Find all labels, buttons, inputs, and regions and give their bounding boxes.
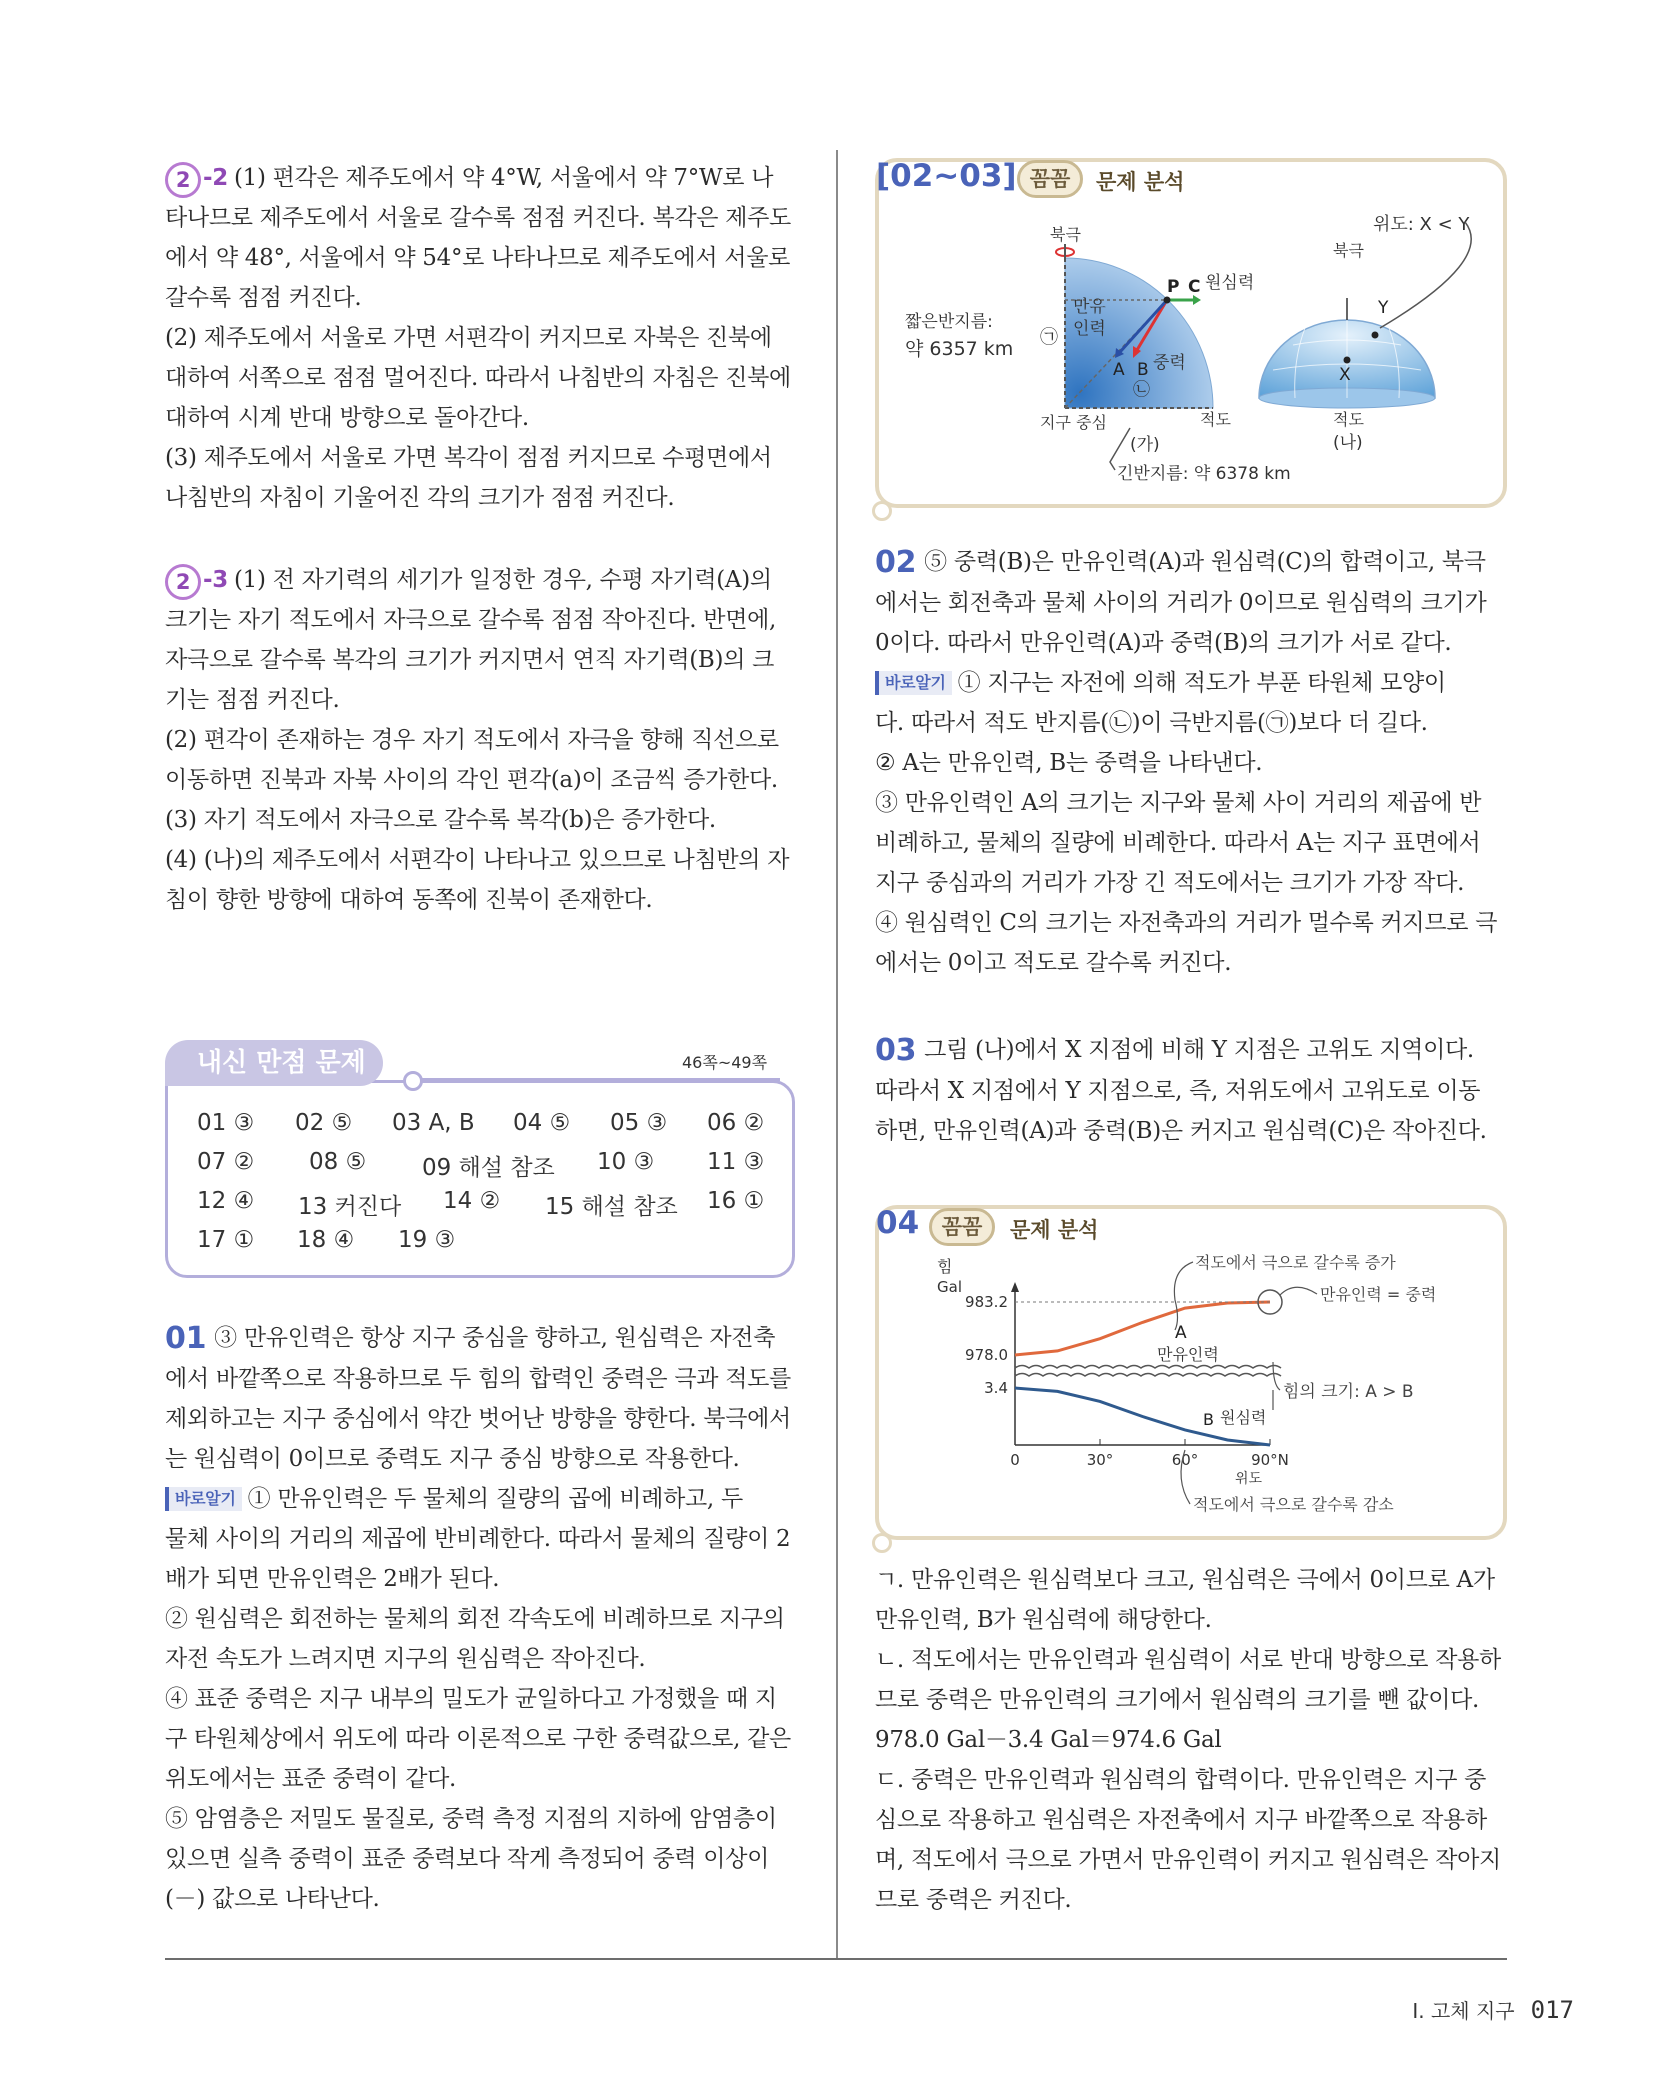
answer-item: 11 ③ bbox=[707, 1149, 765, 1175]
label-gravity: 중력 bbox=[1153, 353, 1186, 373]
baro-tag: 바로알기 bbox=[875, 671, 952, 695]
label-equator-a: 적도 bbox=[1200, 410, 1231, 429]
caption-b: (나) bbox=[1333, 433, 1363, 453]
annotation-increase: 적도에서 극으로 갈수록 증가 bbox=[1195, 1253, 1396, 1272]
label-north-pole-b: 북극 bbox=[1333, 241, 1364, 260]
answer-item: 17 ① bbox=[197, 1227, 255, 1253]
annotation-compare: 힘의 크기: A > B bbox=[1283, 1382, 1414, 1402]
x-axis-title: 위도 bbox=[1235, 1471, 1263, 1487]
analysis-box-dot bbox=[872, 1533, 892, 1553]
answer-item: 07 ② bbox=[197, 1149, 255, 1175]
x-tick-label: 90°N bbox=[1251, 1451, 1289, 1469]
kkomkkom-badge: 꼼꼼 bbox=[929, 1208, 995, 1246]
y-tick-label: 3.4 bbox=[984, 1379, 1008, 1397]
label-y: Y bbox=[1378, 298, 1389, 318]
figure-earth-forces bbox=[875, 200, 1507, 500]
answer-item: 10 ③ bbox=[597, 1149, 655, 1175]
question-01-text: 01 ③ 만유인력은 항상 지구 중심을 향하고, 원심력은 자전축 에서 바깥쪽으로 작용하므로 두 힘의 합력인 중력은 극과 적도를 제외하고는 지구 중심에서 약간 벗어난 방향을 향한다. 북극에서 는 원심력이 0이므로 중력도 지구 중심 방향으로 작용한다. 바로알기 ① 만유인력은 두 물체의 질량의 곱에 비례하고, 두 물체 사이의 거리의 제곱에 반비례한다. 따라서 물체의 질량이 2 배가 되면 만유인력은 2배가 된다. ② 원심력은 회전하는 물체의 회전 각속도에 비례하므로 지구의 자전 속도가 느려지면 지구의 원심력은 작아진다. ④ 표준 중력은 지구 내부의 밀도가 균일하다고 가정했을 때 지 구 타원체상에서 위도에 따라 이론적으로 구한 중력값으로, 같은 위도에서는 표준 중력이 같다. ⑤ 암염층은 저밀도 물질로, 중력 측정 지점의 지하에 암염층이 있으면 실측 중력이 표준 중력보다 작게 측정되어 중력 이상이 (－) 값으로 나타난다. bbox=[165, 1321, 791, 1912]
baro-tag: 바로알기 bbox=[165, 1487, 242, 1511]
answer-item: 05 ③ bbox=[610, 1110, 668, 1136]
answer-item: 02 ⑤ bbox=[295, 1110, 353, 1136]
label-equator-b: 적도 bbox=[1333, 410, 1364, 429]
question-04-explanation bbox=[875, 1560, 1507, 1920]
section-badge: 2 bbox=[165, 162, 201, 198]
label-p: P bbox=[1167, 277, 1180, 297]
answer-item: 19 ③ bbox=[398, 1227, 456, 1253]
question-03 bbox=[875, 1030, 1507, 1151]
answer-item: 12 ④ bbox=[197, 1188, 255, 1214]
label-b-chart: B bbox=[1203, 1410, 1214, 1429]
label-short-radius: 짧은반지름: bbox=[905, 312, 993, 332]
label-universal-1: 만유 bbox=[1073, 297, 1106, 317]
bottom-rule bbox=[165, 1958, 1507, 1960]
question-number: 03 bbox=[875, 1033, 917, 1068]
annotation-equal: 만유인력 = 중력 bbox=[1320, 1285, 1437, 1304]
answer-item: 04 ⑤ bbox=[513, 1110, 571, 1136]
column-divider bbox=[836, 150, 838, 1958]
analysis-number: 04 bbox=[876, 1205, 920, 1241]
label-circle-a: ㉠ bbox=[1040, 327, 1058, 348]
label-b: B bbox=[1137, 360, 1149, 380]
answer-item: 18 ④ bbox=[297, 1227, 355, 1253]
label-north-pole: 북극 bbox=[1050, 225, 1081, 244]
section-2-2 bbox=[165, 158, 797, 518]
question-01 bbox=[165, 1318, 797, 1919]
x-tick-label: 30° bbox=[1086, 1451, 1114, 1469]
answer-item: 01 ③ bbox=[197, 1110, 255, 1136]
answer-box-title: 내신 만점 문제 bbox=[165, 1040, 383, 1086]
label-universal-2: 인력 bbox=[1073, 319, 1106, 339]
question-02 bbox=[875, 542, 1507, 983]
section-2-3 bbox=[165, 560, 797, 920]
kkomkkom-badge: 꼼꼼 bbox=[1017, 160, 1083, 198]
y-tick-label: 983.2 bbox=[965, 1293, 1008, 1311]
answer-box-rule bbox=[420, 1078, 780, 1081]
answer-item: 14 ② bbox=[443, 1188, 501, 1214]
question-03-text: 03 그림 (나)에서 X 지점에 비해 Y 지점은 고위도 지역이다. 따라서 X 지점에서 Y 지점으로, 즉, 저위도에서 고위도로 이동 하면, 만유인력(A)과 중력(B)은 커지고 원심력(C)은 작아진다. bbox=[875, 1033, 1487, 1144]
answer-box-dot bbox=[403, 1071, 423, 1091]
answer-item: 16 ① bbox=[707, 1188, 765, 1214]
analysis-number: [02~03] bbox=[876, 158, 1017, 194]
label-long-radius: 긴반지름: 약 6378 km bbox=[1117, 464, 1291, 484]
label-circle-b: ㉡ bbox=[1133, 380, 1150, 400]
label-a-name: 만유인력 bbox=[1157, 1345, 1219, 1364]
y-axis-title-2: Gal bbox=[937, 1278, 962, 1296]
question-number: 02 bbox=[875, 545, 917, 580]
x-tick-label: 60° bbox=[1171, 1451, 1199, 1469]
label-short-radius-value: 약 6357 km bbox=[905, 338, 1014, 360]
annotation-decrease: 적도에서 극으로 갈수록 감소 bbox=[1193, 1495, 1394, 1514]
analysis-box-dot bbox=[872, 501, 892, 521]
label-latitude: 위도: X < Y bbox=[1373, 214, 1470, 235]
section-2-2-text: 2 -2 (1) 편각은 제주도에서 약 4°W, 서울에서 약 7°W로 나 타나므로 제주도에서 서울로 갈수록 점점 커진다. 복각은 제주도 에서 약 48°, 서울에서 약 54°로 나타나므로 제주도에서 서울로 갈수록 점점 커진다. (2) 제주도에서 서울로 가면 서편각이 커지므로 자북은 진북에 대하여 서쪽으로 점점 멀어진다. 따라서 나침반의 자침은 진북에 대하여 시계 반대 방향으로 돌아간다. (3) 제주도에서 서울로 가면 복각이 점점 커지므로 수평면에서 나침반의 자침이 기울어진 각의 크기가 점점 커진다. bbox=[165, 158, 797, 518]
analysis-label: 문제 분석 bbox=[1096, 170, 1185, 194]
label-c: C bbox=[1188, 277, 1201, 297]
answer-item: 15 해설 참조 bbox=[545, 1194, 678, 1220]
question-number: 01 bbox=[165, 1321, 207, 1356]
label-a: A bbox=[1113, 360, 1125, 380]
section-2-3-text: 2 -3 (1) 전 자기력의 세기가 일정한 경우, 수평 자기력(A)의 크기는 자기 적도에서 자극으로 갈수록 점점 작아진다. 반면에, 자극으로 갈수록 복각의 크기가 커지면서 연직 자기력(B)의 크 기는 점점 커진다. (2) 편각이 존재하는 경우 자기 적도에서 자극을 향해 직선으로 이동하면 진북과 자북 사이의 각인 편각(a)이 조금씩 증가한다. (3) 자기 적도에서 자극으로 갈수록 복각(b)은 증가한다. (4) (나)의 제주도에서 서편각이 나타나고 있으므로 나침반의 자 침이 향한 방향에 대하여 동쪽에 진북이 존재한다. bbox=[165, 560, 797, 920]
answer-item: 06 ② bbox=[707, 1110, 765, 1136]
caption-a: (가) bbox=[1130, 435, 1160, 455]
answer-item: 03 A, B bbox=[392, 1110, 475, 1136]
label-b-name: 원심력 bbox=[1220, 1408, 1267, 1427]
answer-page-range: 46쪽~49쪽 bbox=[682, 1053, 768, 1072]
answer-item: 08 ⑤ bbox=[309, 1149, 367, 1175]
label-centrifugal: 원심력 bbox=[1205, 273, 1255, 293]
axis-break bbox=[1015, 1366, 1281, 1377]
label-earth-center: 지구 중심 bbox=[1040, 413, 1107, 432]
footer-section: Ⅰ. 고체 지구 bbox=[1412, 1999, 1515, 2023]
question-04-text: ㄱ. 만유인력은 원심력보다 크고, 원심력은 극에서 0이므로 A가 만유인력, B가 원심력에 해당한다. ㄴ. 적도에서는 만유인력과 원심력이 서로 반대 방향으로 작용하 므로 중력은 만유인력의 크기에서 원심력의 크기를 뺀 값이다. 978.0 Gal－3.4 Gal＝974.6 Gal ㄷ. 중력은 만유인력과 원심력의 합력이다. 만유인력은 지구 중 심으로 작용하고 원심력은 자전축에서 지구 바깥쪽으로 작용하 며, 적도에서 극으로 가면서 만유인력이 커지고 원심력은 작아지 므로 중력은 커진다. bbox=[875, 1567, 1501, 1913]
chart-forces-by-latitude bbox=[875, 1250, 1507, 1530]
label-a-chart: A bbox=[1175, 1323, 1187, 1343]
label-x: X bbox=[1339, 365, 1351, 385]
analysis-label: 문제 분석 bbox=[1010, 1218, 1099, 1242]
section-badge: 2 bbox=[165, 564, 201, 600]
question-02-text: 02 ⑤ 중력(B)은 만유인력(A)과 원심력(C)의 합력이고, 북극 에서는 회전축과 물체 사이의 거리가 0이므로 원심력의 크기가 0이다. 따라서 만유인력(A)과 중력(B)의 크기가 서로 같다. 바로알기 ① 지구는 자전에 의해 적도가 부푼 타원체 모양이 다. 따라서 적도 반지름(㉡)이 극반지름(㉠)보다 더 길다. ② A는 만유인력, B는 중력을 나타낸다. ③ 만유인력인 A의 크기는 지구와 물체 사이 거리의 제곱에 반 비례하고, 물체의 질량에 비례한다. 따라서 A는 지구 표면에서 지구 중심과의 거리가 가장 긴 적도에서는 크기가 가장 작다. ④ 원심력인 C의 크기는 자전축과의 거리가 멀수록 커지므로 극 에서는 0이고 적도로 갈수록 커진다. bbox=[875, 545, 1498, 976]
page-footer bbox=[1412, 1995, 1574, 2024]
answer-item: 13 커진다 bbox=[298, 1194, 402, 1220]
y-tick-label: 978.0 bbox=[965, 1346, 1008, 1364]
x-tick-label: 0 bbox=[1010, 1451, 1020, 1469]
y-axis-title-1: 힘 bbox=[937, 1257, 953, 1276]
answer-item: 09 해설 참조 bbox=[422, 1155, 555, 1181]
page-number: 017 bbox=[1530, 1996, 1574, 2024]
series-universal-gravitation bbox=[1015, 1302, 1270, 1355]
